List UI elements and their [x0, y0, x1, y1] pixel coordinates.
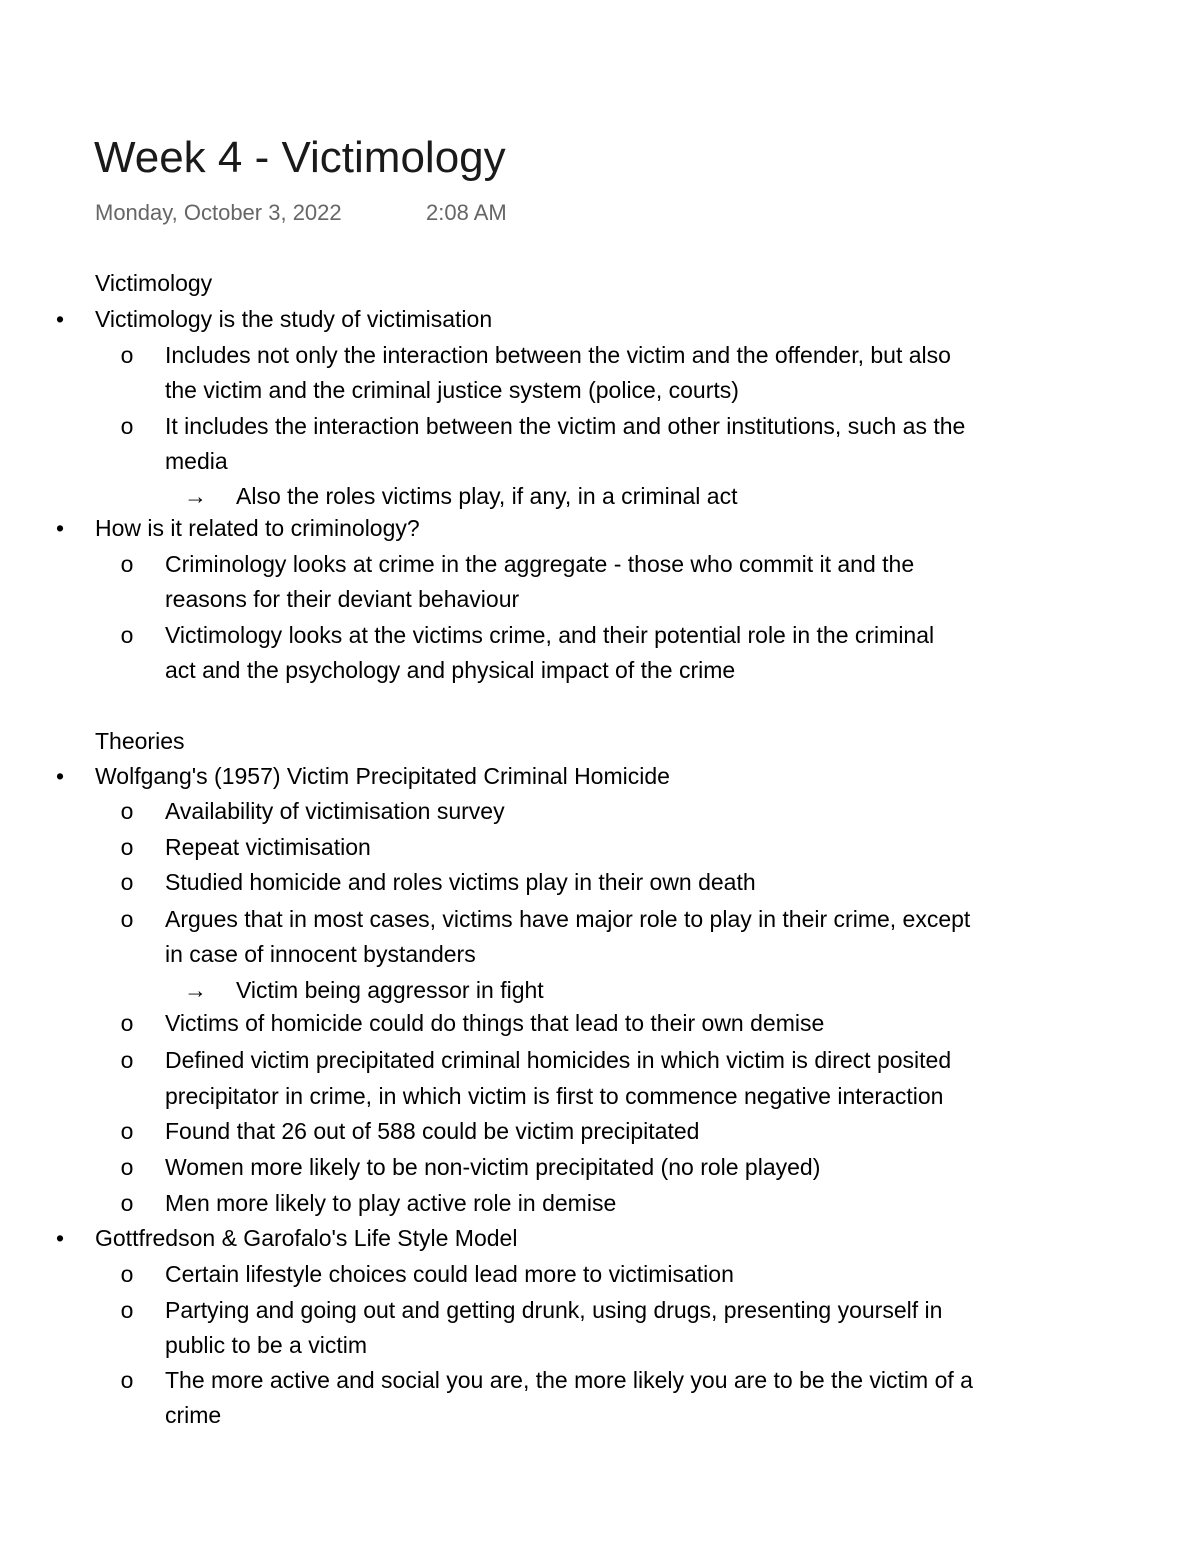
- note-datetime: [95, 198, 507, 228]
- list-item: Victimology is the study of victimisation: [95, 306, 493, 332]
- list-item-continuation: the victim and the criminal justice system (police, courts): [165, 377, 739, 403]
- sub-bullet-marker: o: [120, 1118, 134, 1144]
- list-item-continuation: reasons for their deviant behaviour: [165, 586, 520, 612]
- sub-bullet-marker: o: [120, 1261, 134, 1287]
- note-date: Monday, October 3, 2022: [95, 200, 342, 225]
- list-item-continuation: public to be a victim: [165, 1332, 367, 1358]
- list-item: Also the roles victims play, if any, in a criminal act: [236, 483, 738, 509]
- sub-bullet-marker: o: [120, 1010, 134, 1036]
- list-item-continuation: in case of innocent bystanders: [165, 941, 476, 967]
- section-heading: Victimology: [95, 270, 213, 296]
- list-item: Found that 26 out of 588 could be victim precipitated: [165, 1118, 700, 1144]
- sub-bullet-marker: o: [120, 622, 134, 648]
- sub-bullet-marker: o: [120, 1190, 134, 1216]
- list-item: Victimology looks at the victims crime, and their potential role in the criminal: [165, 622, 935, 648]
- list-item: Availability of victimisation survey: [165, 798, 505, 824]
- list-item-continuation: crime: [165, 1402, 222, 1428]
- list-item: Defined victim precipitated criminal homicides in which victim is direct posited: [165, 1047, 952, 1073]
- list-item: Men more likely to play active role in demise: [165, 1190, 617, 1216]
- list-item: Certain lifestyle choices could lead more to victimisation: [165, 1261, 734, 1287]
- list-item-continuation: act and the psychology and physical impact of the crime: [165, 657, 736, 683]
- section-heading: Theories: [95, 728, 185, 754]
- list-item: Criminology looks at crime in the aggregate - those who commit it and the: [165, 551, 915, 577]
- sub-bullet-marker: o: [120, 551, 134, 577]
- list-item: The more active and social you are, the more likely you are to be the victim of a: [165, 1367, 973, 1393]
- sub-bullet-marker: o: [120, 1154, 134, 1180]
- sub-bullet-marker: o: [120, 413, 134, 439]
- list-item: Victims of homicide could do things that lead to their own demise: [165, 1010, 825, 1036]
- bullet-marker: •: [55, 306, 65, 332]
- note-time: 2:08 AM: [426, 200, 507, 225]
- sub-bullet-marker: o: [120, 1367, 134, 1393]
- list-item: It includes the interaction between the victim and other institutions, such as the: [165, 413, 966, 439]
- sub-bullet-marker: o: [120, 1047, 134, 1073]
- bullet-marker: •: [55, 515, 65, 541]
- list-item: Partying and going out and getting drunk, using drugs, presenting yourself in: [165, 1297, 943, 1323]
- sub-bullet-marker: o: [120, 1297, 134, 1323]
- bullet-marker: •: [55, 763, 65, 789]
- sub-bullet-marker: o: [120, 906, 134, 932]
- list-item: How is it related to criminology?: [95, 515, 420, 541]
- list-item-continuation: media: [165, 448, 228, 474]
- list-item: Women more likely to be non-victim precipitated (no role played): [165, 1154, 821, 1180]
- arrow-marker: →: [184, 977, 207, 1003]
- sub-bullet-marker: o: [120, 834, 134, 860]
- list-item: Gottfredson & Garofalo's Life Style Model: [95, 1225, 518, 1251]
- list-item: Argues that in most cases, victims have major role to play in their crime, except: [165, 906, 971, 932]
- list-item: Wolfgang's (1957) Victim Precipitated Criminal Homicide: [95, 763, 670, 789]
- list-item-continuation: precipitator in crime, in which victim is first to commence negative interaction: [165, 1083, 944, 1109]
- list-item: Studied homicide and roles victims play in their own death: [165, 869, 756, 895]
- sub-bullet-marker: o: [120, 798, 134, 824]
- list-item: Victim being aggressor in fight: [236, 977, 544, 1003]
- arrow-marker: →: [184, 483, 207, 509]
- sub-bullet-marker: o: [120, 869, 134, 895]
- bullet-marker: •: [55, 1225, 65, 1251]
- list-item: Includes not only the interaction between the victim and the offender, but also: [165, 342, 951, 368]
- page-title: Week 4 - Victimology: [94, 133, 506, 182]
- list-item: Repeat victimisation: [165, 834, 371, 860]
- sub-bullet-marker: o: [120, 342, 134, 368]
